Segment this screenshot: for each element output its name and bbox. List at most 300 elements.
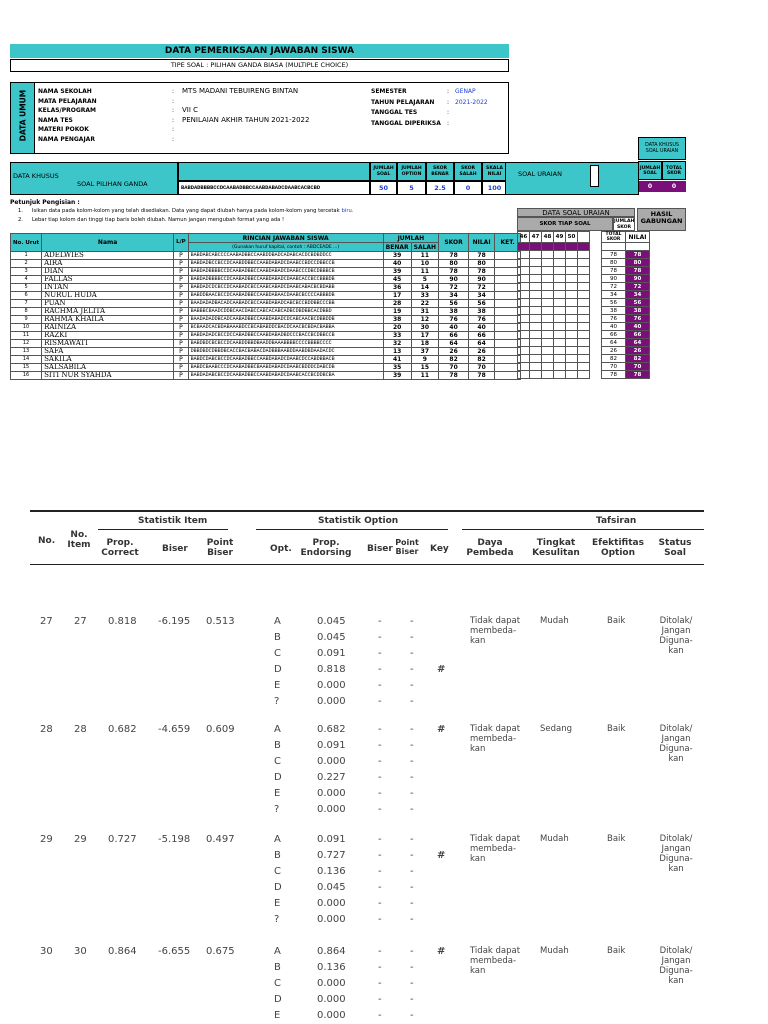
uraian-cell[interactable] bbox=[542, 299, 554, 307]
student-name[interactable]: SAKILA bbox=[42, 356, 174, 364]
uraian-cell[interactable] bbox=[530, 267, 542, 275]
student-name[interactable]: INTAN bbox=[42, 284, 174, 292]
khusus-value[interactable]: 50 bbox=[370, 181, 397, 195]
answers-text: BABDDBAACBCCDCAABADBBCCAABDABAACDAABCBCCCCABBBDB bbox=[190, 292, 335, 298]
stat-dash: - bbox=[378, 788, 382, 799]
gap bbox=[590, 232, 602, 243]
stat-opt: A bbox=[274, 946, 281, 957]
uraian-cell[interactable] bbox=[578, 339, 590, 347]
uraian-cell[interactable] bbox=[542, 267, 554, 275]
stat-dash: - bbox=[378, 994, 382, 1005]
khusus-value[interactable]: 2.5 bbox=[426, 181, 454, 195]
answers-text: BABDBDCBCBCCDCAABDDBBDBAADDBAAABBBBCCCCBBBBCCCC bbox=[190, 340, 332, 346]
stat-pbiser: 0.497 bbox=[206, 834, 235, 845]
instruction-num: 1. bbox=[18, 208, 23, 214]
student-name[interactable]: RAINIZA bbox=[42, 324, 174, 332]
student-table-wrap bbox=[10, 233, 521, 380]
nilai-gabungan: 26 bbox=[626, 347, 650, 355]
uraian-cell[interactable] bbox=[578, 251, 590, 259]
student-gender[interactable]: P bbox=[174, 324, 189, 332]
uraian-cell[interactable] bbox=[578, 299, 590, 307]
benar: 13 bbox=[383, 348, 411, 356]
uraian-cell[interactable] bbox=[530, 291, 542, 299]
stat-dash: - bbox=[378, 740, 382, 751]
stat-dash: - bbox=[378, 804, 382, 815]
uraian-cell[interactable] bbox=[578, 307, 590, 315]
general-value[interactable]: PENILAIAN AKHIR TAHUN 2021-2022 bbox=[182, 115, 310, 124]
uraian-cell[interactable] bbox=[530, 307, 542, 315]
student-gender[interactable]: P bbox=[174, 276, 189, 284]
uraian-cell[interactable] bbox=[554, 347, 566, 355]
skor: 90 bbox=[439, 276, 469, 284]
nilai-gabungan: 66 bbox=[626, 331, 650, 339]
uraian-h-jumlah: JUMLAH SOAL bbox=[638, 161, 662, 180]
stat-item: 27 bbox=[74, 616, 87, 627]
h-noitem: No. Item bbox=[67, 530, 91, 550]
stat-dash: - bbox=[410, 834, 414, 845]
khusus-value[interactable]: 100 bbox=[482, 181, 507, 195]
colon: : bbox=[172, 88, 175, 95]
uraian-cell[interactable] bbox=[554, 331, 566, 339]
salah: 14 bbox=[411, 284, 438, 292]
stat-dash: - bbox=[410, 616, 414, 627]
h-biser: Biser bbox=[162, 544, 188, 554]
student-answers[interactable] bbox=[188, 284, 383, 292]
uraian-cell[interactable] bbox=[566, 251, 578, 259]
uraian-row bbox=[518, 251, 650, 259]
student-gender[interactable]: P bbox=[174, 284, 189, 292]
student-gender[interactable]: P bbox=[174, 252, 189, 260]
uraian-row bbox=[518, 355, 650, 363]
uraian-row bbox=[518, 283, 650, 291]
student-name[interactable]: RISMAWATI bbox=[42, 340, 174, 348]
student-answers[interactable] bbox=[188, 340, 383, 348]
uraian-cell[interactable] bbox=[530, 339, 542, 347]
uraian-cell[interactable] bbox=[554, 355, 566, 363]
stat-endorsing: 0.091 bbox=[317, 648, 346, 659]
uraian-cell[interactable] bbox=[542, 259, 554, 267]
row-no: 14 bbox=[11, 356, 42, 364]
salah: 22 bbox=[411, 300, 438, 308]
stat-endorsing: 0.136 bbox=[317, 962, 346, 973]
stat-dash: - bbox=[378, 914, 382, 925]
total-skor: 78 bbox=[602, 267, 626, 275]
student-answers[interactable] bbox=[188, 324, 383, 332]
uraian-cell[interactable] bbox=[554, 259, 566, 267]
uraian-v-total: 0 bbox=[662, 181, 686, 192]
uraian-cell[interactable] bbox=[578, 315, 590, 323]
stat-efektif: Baik bbox=[607, 616, 626, 626]
hasil-gabungan: HASIL GABUNGAN bbox=[637, 208, 686, 231]
stat-opt: B bbox=[274, 850, 281, 861]
uraian-cell[interactable] bbox=[518, 315, 530, 323]
student-name[interactable]: ADELWIES bbox=[42, 252, 174, 260]
row-no: 1 bbox=[11, 252, 42, 260]
uraian-cell[interactable] bbox=[530, 323, 542, 331]
student-gender[interactable]: P bbox=[174, 372, 189, 380]
instruction-text: Isikan data pada kolom-kolom yang telah disediakan. Data yang dapat diubah hanya pada kolom-kolom yang tercetak bbox=[32, 208, 340, 214]
uraian-cell[interactable] bbox=[554, 323, 566, 331]
uraian-cell[interactable] bbox=[530, 355, 542, 363]
uraian-cell[interactable] bbox=[518, 339, 530, 347]
uraian-cell bbox=[566, 243, 578, 251]
stat-opt: B bbox=[274, 632, 281, 643]
h-prop-endorsing: Prop. Endorsing bbox=[300, 538, 352, 558]
uraian-cell[interactable] bbox=[566, 283, 578, 291]
uraian-cell[interactable] bbox=[542, 331, 554, 339]
khusus-header: SKOR SALAH bbox=[454, 162, 482, 181]
student-gender[interactable]: P bbox=[174, 308, 189, 316]
h-nama: Nama bbox=[42, 234, 174, 252]
uraian-cell bbox=[530, 243, 542, 251]
row-no: 5 bbox=[11, 284, 42, 292]
student-answers[interactable] bbox=[188, 300, 383, 308]
uraian-cell[interactable] bbox=[518, 371, 530, 379]
answers-text: BAADADADBACADCAABADCBCCAABDABADCABCBCCBDDBBCCCBB bbox=[190, 300, 335, 306]
khusus-value[interactable]: 5 bbox=[397, 181, 426, 195]
student-gender[interactable]: P bbox=[174, 348, 189, 356]
student-gender[interactable]: P bbox=[174, 356, 189, 364]
uraian-cell[interactable] bbox=[566, 363, 578, 371]
uraian-cell[interactable] bbox=[566, 267, 578, 275]
stat-dash: - bbox=[378, 898, 382, 909]
stat-endorsing: 0.818 bbox=[317, 664, 346, 675]
nilai-gabungan: 78 bbox=[626, 371, 650, 379]
soal-uraian-input[interactable] bbox=[590, 165, 599, 187]
uraian-col: 47 bbox=[530, 232, 542, 243]
uraian-cell[interactable] bbox=[518, 347, 530, 355]
uraian-cell[interactable] bbox=[566, 299, 578, 307]
uraian-cell[interactable] bbox=[542, 339, 554, 347]
row-no: 12 bbox=[11, 340, 42, 348]
stat-efektif: Baik bbox=[607, 834, 626, 844]
uraian-cell[interactable] bbox=[530, 331, 542, 339]
general-value[interactable]: VII C bbox=[182, 106, 199, 114]
student-gender[interactable]: P bbox=[174, 292, 189, 300]
uraian-cell bbox=[554, 243, 566, 251]
total-skor: 56 bbox=[602, 299, 626, 307]
stat-dash: - bbox=[410, 756, 414, 767]
uraian-row bbox=[518, 331, 650, 339]
benar: 35 bbox=[383, 364, 411, 372]
stat-dash: - bbox=[410, 866, 414, 877]
student-gender[interactable]: P bbox=[174, 300, 189, 308]
colon: : bbox=[172, 107, 175, 114]
student-gender[interactable]: P bbox=[174, 268, 189, 276]
student-gender[interactable]: P bbox=[174, 332, 189, 340]
student-name[interactable]: SALSABILA bbox=[42, 364, 174, 372]
student-answers[interactable] bbox=[188, 348, 383, 356]
uraian-cell[interactable] bbox=[566, 291, 578, 299]
stat-tingkat: Mudah bbox=[540, 834, 569, 844]
student-answers[interactable] bbox=[188, 276, 383, 284]
benar: 17 bbox=[383, 292, 411, 300]
uraian-row bbox=[518, 339, 650, 347]
skor: 78 bbox=[439, 268, 469, 276]
uraian-cell[interactable] bbox=[578, 291, 590, 299]
uraian-cell[interactable] bbox=[542, 251, 554, 259]
colon: : bbox=[447, 88, 450, 95]
uraian-title: DATA SOAL URAIAN bbox=[517, 208, 635, 217]
benar: 45 bbox=[383, 276, 411, 284]
uraian-cell[interactable] bbox=[566, 307, 578, 315]
stat-status: Ditolak/ Jangan Diguna-kan bbox=[659, 834, 693, 874]
student-answers[interactable] bbox=[188, 252, 383, 260]
nilai: 82 bbox=[469, 356, 495, 364]
student-name[interactable]: AIRA bbox=[42, 260, 174, 268]
uraian-cell[interactable] bbox=[554, 283, 566, 291]
row-no: 13 bbox=[11, 348, 42, 356]
nilai: 34 bbox=[469, 292, 495, 300]
nilai: 76 bbox=[469, 316, 495, 324]
uraian-cell[interactable] bbox=[578, 267, 590, 275]
answers-text: DBBDBDCDBBDBCACCBACBABACDADBBBAABDDAABDBDAADACDC bbox=[190, 348, 335, 354]
student-answers[interactable] bbox=[188, 364, 383, 372]
uraian-cell[interactable] bbox=[578, 259, 590, 267]
uraian-cell[interactable] bbox=[566, 371, 578, 379]
uraian-cell[interactable] bbox=[542, 315, 554, 323]
uraian-cell[interactable] bbox=[530, 259, 542, 267]
uraian-cell[interactable] bbox=[530, 251, 542, 259]
uraian-cell[interactable] bbox=[542, 347, 554, 355]
uraian-cell[interactable] bbox=[554, 267, 566, 275]
nilai-gabungan: 76 bbox=[626, 315, 650, 323]
uraian-cell[interactable] bbox=[554, 251, 566, 259]
stat-dash: - bbox=[378, 772, 382, 783]
student-name[interactable]: SAFA bbox=[42, 348, 174, 356]
student-name[interactable]: RAZKI bbox=[42, 332, 174, 340]
uraian-cell[interactable] bbox=[554, 307, 566, 315]
uraian-cell[interactable] bbox=[578, 331, 590, 339]
h-tafsiran: Tafsiran bbox=[596, 516, 637, 526]
skor: 78 bbox=[439, 252, 469, 260]
row-no: 7 bbox=[11, 300, 42, 308]
uraian-cell[interactable] bbox=[518, 267, 530, 275]
uraian-cell[interactable] bbox=[518, 363, 530, 371]
benar: 32 bbox=[383, 340, 411, 348]
stat-tingkat: Mudah bbox=[540, 616, 569, 626]
general-right-value[interactable]: GENAP bbox=[455, 88, 476, 95]
uraian-cell[interactable] bbox=[554, 275, 566, 283]
uraian-cell[interactable] bbox=[566, 259, 578, 267]
uraian-cell[interactable] bbox=[530, 363, 542, 371]
uraian-cell[interactable] bbox=[542, 291, 554, 299]
uraian-cell[interactable] bbox=[578, 283, 590, 291]
gap bbox=[590, 291, 602, 299]
uraian-cell[interactable] bbox=[542, 307, 554, 315]
stat-pbiser: 0.609 bbox=[206, 724, 235, 735]
salah: 10 bbox=[411, 260, 438, 268]
uraian-cell[interactable] bbox=[554, 339, 566, 347]
uraian-cell[interactable] bbox=[530, 283, 542, 291]
uraian-row bbox=[518, 267, 650, 275]
uraian-cell[interactable] bbox=[566, 331, 578, 339]
khusus-value[interactable]: 0 bbox=[454, 181, 482, 195]
row-no: 4 bbox=[11, 276, 42, 284]
stat-opt: D bbox=[274, 882, 282, 893]
instructions-list bbox=[18, 208, 353, 226]
stat-opt: E bbox=[274, 788, 281, 799]
general-right-label: SEMESTER bbox=[371, 88, 407, 95]
uraian-cell[interactable] bbox=[554, 291, 566, 299]
answers-text: BABDADABCBCCDCAABADBBCCAABDABADCDAABCACCBCDDBCBA bbox=[190, 372, 335, 378]
student-answers[interactable] bbox=[188, 356, 383, 364]
uraian-cell[interactable] bbox=[566, 347, 578, 355]
uraian-cell[interactable] bbox=[530, 371, 542, 379]
uraian-cell[interactable] bbox=[518, 299, 530, 307]
student-row bbox=[11, 316, 521, 324]
nilai: 56 bbox=[469, 300, 495, 308]
student-answers[interactable] bbox=[188, 308, 383, 316]
student-name[interactable]: RAHMA KHAILA bbox=[42, 316, 174, 324]
student-name[interactable]: SITI NUR SYAHDA bbox=[42, 372, 174, 380]
uraian-v-jumlah: 0 bbox=[638, 181, 662, 192]
student-name[interactable]: PUAN bbox=[42, 300, 174, 308]
instruction-item bbox=[18, 208, 353, 217]
h-no: No. Urut bbox=[11, 234, 42, 252]
uraian-cell[interactable] bbox=[530, 347, 542, 355]
gap bbox=[590, 259, 602, 267]
uraian-cell[interactable] bbox=[518, 307, 530, 315]
stat-dash: - bbox=[410, 648, 414, 659]
uraian-cell[interactable] bbox=[578, 371, 590, 379]
general-value[interactable]: MTS MADANI TEBUIRENG BINTAN bbox=[182, 87, 299, 95]
colon: : bbox=[172, 116, 175, 124]
student-answers[interactable] bbox=[188, 292, 383, 300]
nilai: 70 bbox=[469, 364, 495, 372]
uraian-cell[interactable] bbox=[566, 339, 578, 347]
uraian-row bbox=[518, 307, 650, 315]
uraian-cell[interactable] bbox=[554, 371, 566, 379]
stat-item: 28 bbox=[74, 724, 87, 735]
student-name[interactable]: FALLAS bbox=[42, 276, 174, 284]
student-answers[interactable] bbox=[188, 260, 383, 268]
uraian-cell[interactable] bbox=[530, 315, 542, 323]
uraian-cell[interactable] bbox=[518, 331, 530, 339]
row-no: 11 bbox=[11, 332, 42, 340]
uraian-cell[interactable] bbox=[554, 363, 566, 371]
h-tingkat: Tingkat Kesulitan bbox=[532, 538, 580, 558]
uraian-cell[interactable] bbox=[542, 283, 554, 291]
nilai-gabungan: 80 bbox=[626, 259, 650, 267]
benar: 39 bbox=[383, 268, 411, 276]
student-answers[interactable] bbox=[188, 372, 383, 380]
uraian-cell[interactable] bbox=[566, 355, 578, 363]
uraian-cell[interactable] bbox=[518, 283, 530, 291]
uraian-cell[interactable] bbox=[554, 299, 566, 307]
stat-biser: -4.659 bbox=[158, 724, 191, 735]
uraian-cell[interactable] bbox=[530, 299, 542, 307]
uraian-cell[interactable] bbox=[554, 315, 566, 323]
uraian-cell[interactable] bbox=[518, 323, 530, 331]
stat-endorsing: 0.000 bbox=[317, 994, 346, 1005]
stat-opt: ? bbox=[274, 804, 280, 815]
stat-endorsing: 0.000 bbox=[317, 804, 346, 815]
student-name[interactable]: RACHMA JELITA bbox=[42, 308, 174, 316]
uraian-cell[interactable] bbox=[578, 323, 590, 331]
student-gender[interactable]: P bbox=[174, 364, 189, 372]
total-skor: 64 bbox=[602, 339, 626, 347]
answers-text: BABDADBBBBCCDCAABADBBCCAABDABADCDAABCACCBCCBBBDB bbox=[190, 276, 335, 282]
benar: 19 bbox=[383, 308, 411, 316]
student-gender[interactable]: P bbox=[174, 260, 189, 268]
stat-dash: - bbox=[410, 724, 414, 735]
nilai-gabungan: 34 bbox=[626, 291, 650, 299]
uraian-row bbox=[518, 363, 650, 371]
uraian-cell[interactable] bbox=[518, 291, 530, 299]
uraian-cell[interactable] bbox=[542, 275, 554, 283]
uraian-cell[interactable] bbox=[518, 355, 530, 363]
uraian-cell[interactable] bbox=[518, 251, 530, 259]
uraian-cell[interactable] bbox=[542, 371, 554, 379]
uraian-cell bbox=[578, 243, 590, 251]
salah: 37 bbox=[411, 348, 438, 356]
stat-opt: E bbox=[274, 898, 281, 909]
uraian-cell[interactable] bbox=[518, 275, 530, 283]
uraian-cell[interactable] bbox=[518, 259, 530, 267]
stat-endorsing: 0.091 bbox=[317, 834, 346, 845]
row-no: 15 bbox=[11, 364, 42, 372]
stat-opt: A bbox=[274, 616, 281, 627]
stat-no: 30 bbox=[40, 946, 53, 957]
general-right-value[interactable]: 2021-2022 bbox=[455, 98, 488, 106]
nilai: 72 bbox=[469, 284, 495, 292]
uraian-cell[interactable] bbox=[542, 323, 554, 331]
row-no: 9 bbox=[11, 316, 42, 324]
stat-endorsing: 0.000 bbox=[317, 978, 346, 989]
stat-opt: B bbox=[274, 962, 281, 973]
uraian-cell[interactable] bbox=[566, 315, 578, 323]
skor: 70 bbox=[439, 364, 469, 372]
uraian-cell[interactable] bbox=[578, 347, 590, 355]
uraian-cell[interactable] bbox=[578, 275, 590, 283]
uraian-cell[interactable] bbox=[566, 323, 578, 331]
h-stat-item: Statistik Item bbox=[138, 516, 208, 526]
stat-dash: - bbox=[410, 632, 414, 643]
student-gender[interactable]: P bbox=[174, 340, 189, 348]
student-answers[interactable] bbox=[188, 316, 383, 324]
uraian-cell[interactable] bbox=[578, 363, 590, 371]
student-answers[interactable] bbox=[188, 268, 383, 276]
student-answers[interactable] bbox=[188, 332, 383, 340]
instruction-highlight: biru. bbox=[341, 208, 354, 214]
stat-status: Ditolak/ Jangan Diguna-kan bbox=[659, 724, 693, 764]
salah: 17 bbox=[411, 332, 438, 340]
uraian-cell[interactable] bbox=[542, 363, 554, 371]
total-skor: 82 bbox=[602, 355, 626, 363]
uraian-cell[interactable] bbox=[578, 355, 590, 363]
soal-uraian-label: SOAL URAIAN bbox=[518, 170, 562, 178]
stat-dash: - bbox=[378, 1010, 382, 1021]
stat-opt: C bbox=[274, 866, 281, 877]
answer-key[interactable]: BABDADBBBBCCDCAABADBBCCAABDABADCDAABCACBCBD bbox=[178, 181, 370, 195]
gap bbox=[590, 363, 602, 371]
h-ket: KET. bbox=[495, 234, 521, 252]
student-gender[interactable]: P bbox=[174, 316, 189, 324]
stat-endorsing: 0.000 bbox=[317, 756, 346, 767]
student-name[interactable]: NURUL HUDA bbox=[42, 292, 174, 300]
nilai-gabungan: 56 bbox=[626, 299, 650, 307]
stat-endorsing: 0.045 bbox=[317, 632, 346, 643]
uraian-cell[interactable] bbox=[566, 275, 578, 283]
uraian-cell bbox=[602, 243, 626, 251]
student-name[interactable]: DIAN bbox=[42, 268, 174, 276]
uraian-cell[interactable] bbox=[530, 275, 542, 283]
uraian-cell[interactable] bbox=[542, 355, 554, 363]
stat-opt: E bbox=[274, 1010, 281, 1021]
gap bbox=[590, 347, 602, 355]
stat-dash: - bbox=[410, 740, 414, 751]
